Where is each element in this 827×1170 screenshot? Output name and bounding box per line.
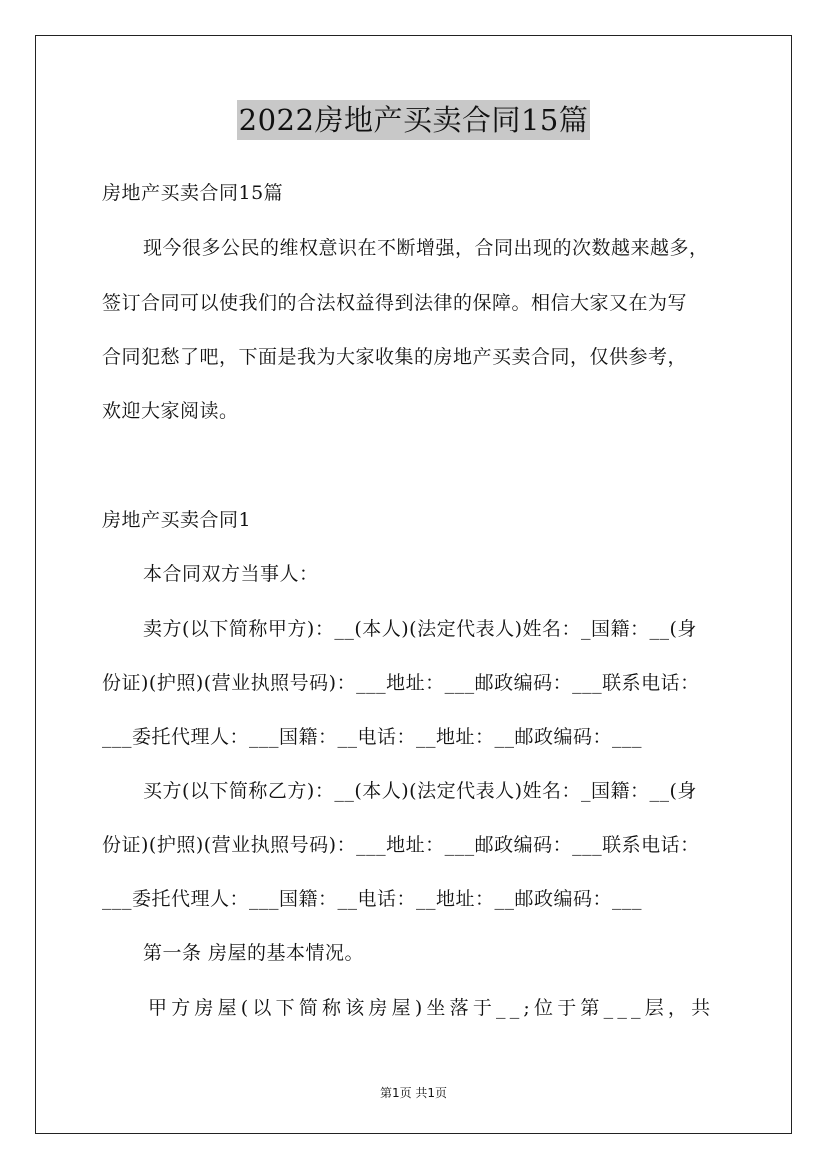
seller-line-3: ___委托代理人：___国籍：__电话：__地址：__邮政编码：___ [102,726,643,748]
article-1-heading: 第一条 房屋的基本情况。 [143,942,365,964]
section-heading: 房地产买卖合同1 [102,509,252,531]
parties-heading: 本合同双方当事人： [143,563,319,585]
intro-line-4: 欢迎大家阅读。 [102,400,239,422]
subtitle: 房地产买卖合同15篇 [102,182,284,204]
intro-line-1: 现今很多公民的维权意识在不断增强，合同出现的次数越来越多， [143,237,709,259]
intro-line-3: 合同犯愁了吧，下面是我为大家收集的房地产买卖合同，仅供参考， [102,346,688,368]
title-container [0,100,827,140]
buyer-line-2: 份证)(护照)(营业执照号码)：___地址：___邮政编码：___联系电话： [102,834,700,856]
intro-line-2: 签订合同可以使我们的合法权益得到法律的保障。相信大家又在为写 [102,292,688,314]
document-title: 2022房地产买卖合同15篇 [237,100,591,140]
page-footer: 第1页 共1页 [379,1086,448,1100]
seller-line-2: 份证)(护照)(营业执照号码)：___地址：___邮政编码：___联系电话： [102,672,700,694]
buyer-line-3: ___委托代理人：___国籍：__电话：__地址：__邮政编码：___ [102,888,643,910]
article-1-text: 甲方房屋(以下简称该房屋)坐落于__;位于第___层，共 [148,997,715,1019]
buyer-line-1: 买方(以下简称乙方)：__(本人)(法定代表人)姓名：_国籍：__(身 [143,780,697,802]
seller-line-1: 卖方(以下简称甲方)：__(本人)(法定代表人)姓名：_国籍：__(身 [143,618,697,640]
